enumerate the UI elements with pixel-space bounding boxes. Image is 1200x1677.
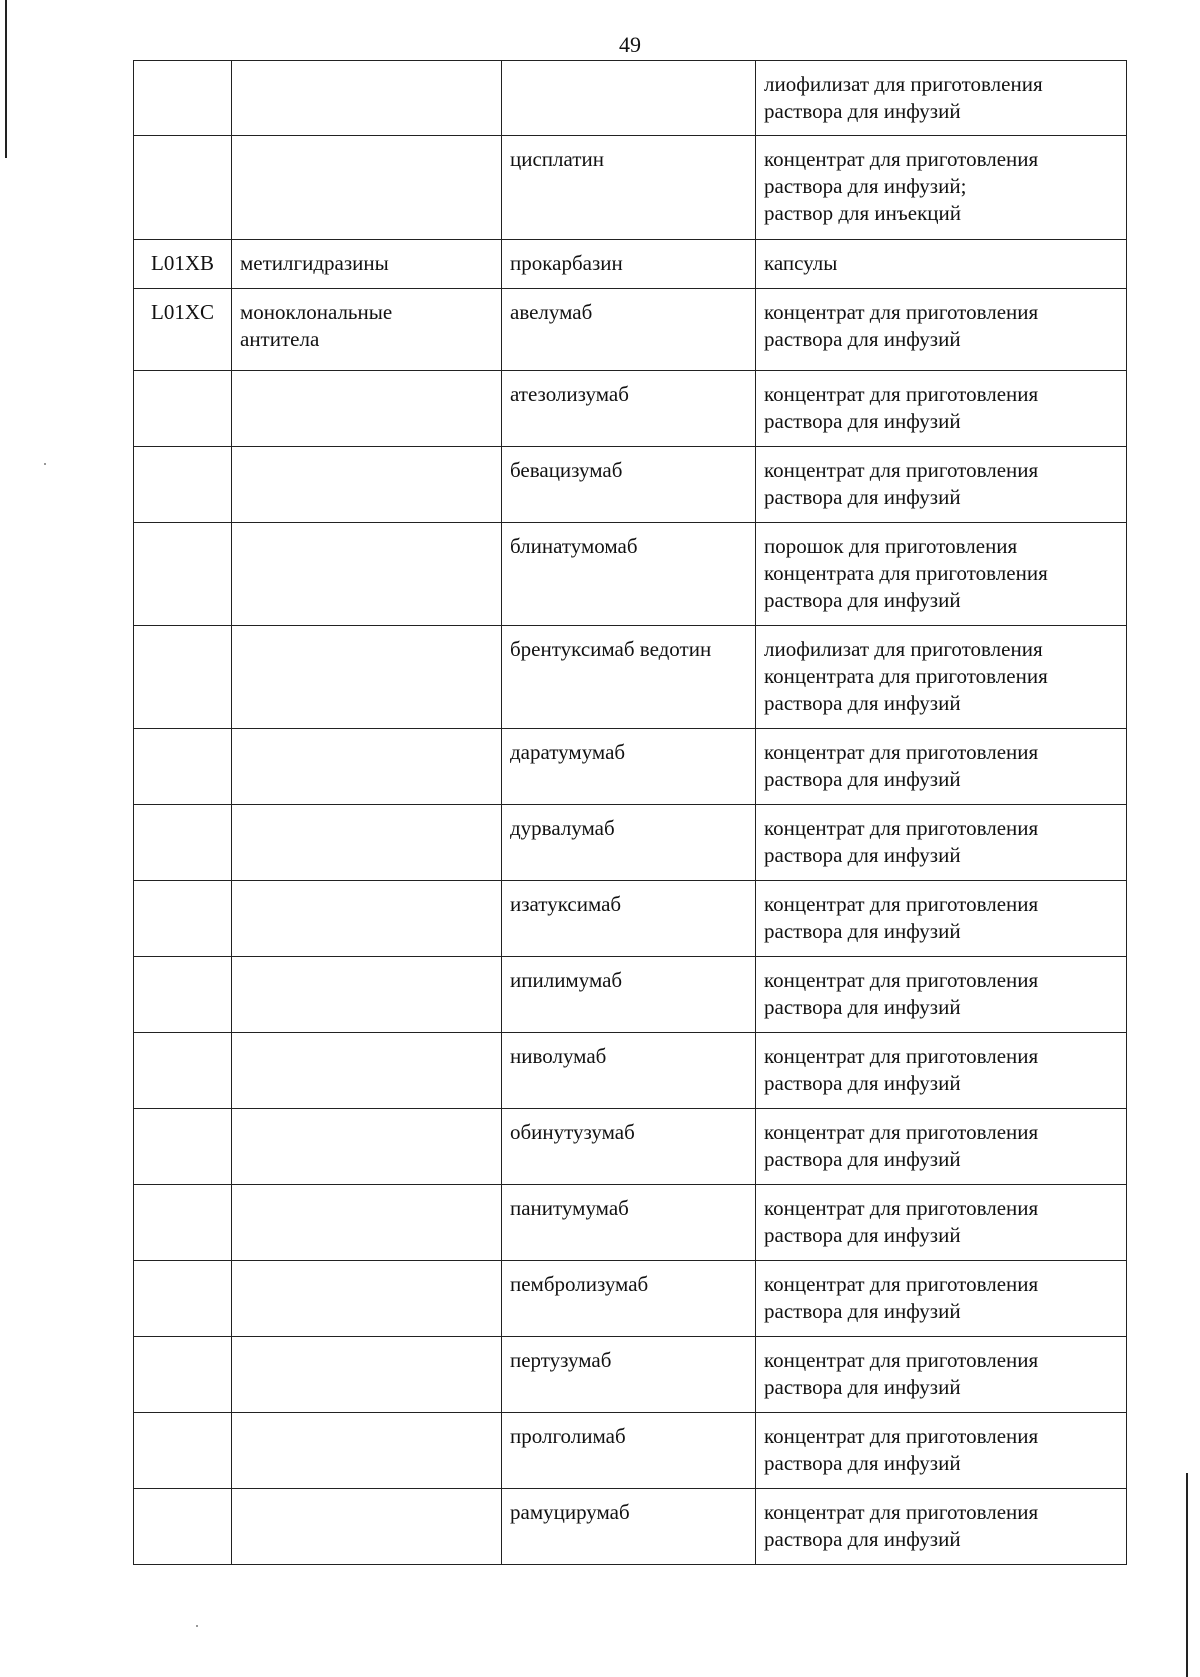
group-cell bbox=[232, 136, 502, 240]
group-line: моноклональные bbox=[240, 300, 393, 324]
table-row bbox=[134, 136, 1127, 240]
atc-code-cell bbox=[134, 371, 232, 447]
dosage-form-line: концентрат для приготовления bbox=[764, 1272, 1039, 1296]
dosage-form-line: капсулы bbox=[764, 251, 838, 275]
group-cell bbox=[232, 626, 502, 729]
group-cell bbox=[232, 1413, 502, 1489]
atc-code-cell bbox=[134, 626, 232, 729]
table-row bbox=[134, 1261, 1127, 1337]
dosage-form-line: концентрата для приготовления bbox=[764, 664, 1048, 688]
atc-code-cell bbox=[134, 1109, 232, 1185]
table-row bbox=[134, 957, 1127, 1033]
dosage-form-line: раствор для инъекций bbox=[764, 201, 961, 225]
dosage-form-line: концентрат для приготовления bbox=[764, 458, 1039, 482]
dosage-form-cell bbox=[756, 881, 1127, 957]
group-cell bbox=[232, 1185, 502, 1261]
atc-code-cell bbox=[134, 1413, 232, 1489]
dosage-form-line: концентрат для приготовления bbox=[764, 816, 1039, 840]
dosage-form-line: раствора для инфузий bbox=[764, 1375, 961, 1399]
dosage-form-line: раствора для инфузий bbox=[764, 99, 961, 123]
drug-name-cell: панитумумаб bbox=[502, 1185, 756, 1261]
atc-code-cell bbox=[134, 136, 232, 240]
drug-name-cell: ниволумаб bbox=[502, 1033, 756, 1109]
drug-name-cell: дурвалумаб bbox=[502, 805, 756, 881]
atc-code-cell bbox=[134, 523, 232, 626]
page-number: 49 bbox=[619, 32, 641, 57]
dosage-form-line: концентрат для приготовления bbox=[764, 892, 1039, 916]
scan-edge-line-right bbox=[1186, 1473, 1188, 1677]
atc-code-cell bbox=[134, 881, 232, 957]
dosage-form-line: концентрат для приготовления bbox=[764, 300, 1039, 324]
dosage-form-line: раствора для инфузий bbox=[764, 327, 961, 351]
table-row bbox=[134, 881, 1127, 957]
drug-name-cell: брентуксимаб ведотин bbox=[502, 626, 756, 729]
table-row bbox=[134, 61, 1127, 136]
dosage-form-line: концентрат для приготовления bbox=[764, 968, 1039, 992]
scan-speck bbox=[44, 463, 46, 465]
dosage-form-line: лиофилизат для приготовления bbox=[764, 637, 1043, 661]
dosage-form-cell bbox=[756, 1185, 1127, 1261]
table-row bbox=[134, 1033, 1127, 1109]
group-cell bbox=[232, 1109, 502, 1185]
group-line: метилгидразины bbox=[240, 251, 389, 275]
table-row bbox=[134, 1413, 1127, 1489]
group-cell bbox=[232, 289, 502, 371]
dosage-form-line: раствора для инфузий bbox=[764, 1223, 961, 1247]
atc-code-cell: L01XB bbox=[134, 240, 232, 289]
drug-name-cell: атезолизумаб bbox=[502, 371, 756, 447]
drug-name-cell: бевацизумаб bbox=[502, 447, 756, 523]
dosage-form-cell bbox=[756, 1109, 1127, 1185]
dosage-form-line: раствора для инфузий bbox=[764, 1299, 961, 1323]
dosage-form-line: концентрат для приготовления bbox=[764, 382, 1039, 406]
dosage-form-line: раствора для инфузий; bbox=[764, 174, 967, 198]
dosage-form-cell bbox=[756, 447, 1127, 523]
dosage-form-cell bbox=[756, 626, 1127, 729]
group-cell bbox=[232, 957, 502, 1033]
dosage-form-line: раствора для инфузий bbox=[764, 485, 961, 509]
drug-name-cell: пембролизумаб bbox=[502, 1261, 756, 1337]
dosage-form-line: концентрат для приготовления bbox=[764, 1348, 1039, 1372]
drug-name-cell: блинатумомаб bbox=[502, 523, 756, 626]
dosage-form-cell bbox=[756, 805, 1127, 881]
dosage-form-line: концентрат для приготовления bbox=[764, 1044, 1039, 1068]
drug-name-cell: изатуксимаб bbox=[502, 881, 756, 957]
table-row bbox=[134, 371, 1127, 447]
dosage-form-line: раствора для инфузий bbox=[764, 995, 961, 1019]
dosage-form-line: порошок для приготовления bbox=[764, 534, 1018, 558]
drug-name-cell: прокарбазин bbox=[502, 240, 756, 289]
dosage-form-line: лиофилизат для приготовления bbox=[764, 72, 1043, 96]
atc-code-cell bbox=[134, 957, 232, 1033]
dosage-form-line: раствора для инфузий bbox=[764, 409, 961, 433]
atc-code-cell bbox=[134, 1337, 232, 1413]
table-row bbox=[134, 805, 1127, 881]
dosage-form-cell bbox=[756, 240, 1127, 289]
table-row bbox=[134, 240, 1127, 289]
dosage-form-cell bbox=[756, 61, 1127, 136]
table-row bbox=[134, 729, 1127, 805]
dosage-form-cell bbox=[756, 1413, 1127, 1489]
dosage-form-line: раствора для инфузий bbox=[764, 588, 961, 612]
drug-table bbox=[133, 60, 1127, 1565]
table-row bbox=[134, 289, 1127, 371]
group-cell bbox=[232, 729, 502, 805]
atc-code-cell bbox=[134, 1185, 232, 1261]
table-row bbox=[134, 1109, 1127, 1185]
drug-name-cell bbox=[502, 61, 756, 136]
atc-code-cell bbox=[134, 1489, 232, 1565]
drug-name-cell: пертузумаб bbox=[502, 1337, 756, 1413]
drug-name-cell: пролголимаб bbox=[502, 1413, 756, 1489]
table-row bbox=[134, 626, 1127, 729]
scan-speck bbox=[196, 1625, 198, 1627]
dosage-form-line: раствора для инфузий bbox=[764, 1451, 961, 1475]
group-cell bbox=[232, 805, 502, 881]
drug-name-cell: рамуцирумаб bbox=[502, 1489, 756, 1565]
group-cell bbox=[232, 371, 502, 447]
dosage-form-cell bbox=[756, 523, 1127, 626]
atc-code-cell bbox=[134, 805, 232, 881]
group-cell bbox=[232, 447, 502, 523]
dosage-form-line: раствора для инфузий bbox=[764, 919, 961, 943]
atc-code-cell: L01XC bbox=[134, 289, 232, 371]
dosage-form-cell bbox=[756, 289, 1127, 371]
table-body bbox=[134, 61, 1127, 1565]
table-row bbox=[134, 1489, 1127, 1565]
scan-edge-line-left bbox=[5, 0, 7, 158]
dosage-form-cell bbox=[756, 1489, 1127, 1565]
dosage-form-cell bbox=[756, 957, 1127, 1033]
table-row bbox=[134, 1337, 1127, 1413]
atc-code-cell bbox=[134, 1261, 232, 1337]
dosage-form-line: концентрат для приготовления bbox=[764, 1196, 1039, 1220]
dosage-form-line: концентрат для приготовления bbox=[764, 1120, 1039, 1144]
dosage-form-line: концентрат для приготовления bbox=[764, 147, 1039, 171]
dosage-form-line: концентрата для приготовления bbox=[764, 561, 1048, 585]
drug-name-cell: авелумаб bbox=[502, 289, 756, 371]
drug-name-cell: даратумумаб bbox=[502, 729, 756, 805]
dosage-form-line: концентрат для приготовления bbox=[764, 1424, 1039, 1448]
dosage-form-line: раствора для инфузий bbox=[764, 1147, 961, 1171]
dosage-form-cell bbox=[756, 371, 1127, 447]
group-cell bbox=[232, 1489, 502, 1565]
group-cell bbox=[232, 523, 502, 626]
dosage-form-cell bbox=[756, 136, 1127, 240]
dosage-form-cell bbox=[756, 1033, 1127, 1109]
group-line: антитела bbox=[240, 327, 320, 351]
atc-code-cell bbox=[134, 447, 232, 523]
group-cell bbox=[232, 1337, 502, 1413]
atc-code-cell bbox=[134, 61, 232, 136]
dosage-form-cell bbox=[756, 1337, 1127, 1413]
table-row bbox=[134, 1185, 1127, 1261]
dosage-form-line: раствора для инфузий bbox=[764, 767, 961, 791]
drug-name-cell: цисплатин bbox=[502, 136, 756, 240]
dosage-form-cell bbox=[756, 1261, 1127, 1337]
atc-code-cell bbox=[134, 729, 232, 805]
group-cell bbox=[232, 1261, 502, 1337]
drug-name-cell: обинутузумаб bbox=[502, 1109, 756, 1185]
table-row bbox=[134, 523, 1127, 626]
group-cell bbox=[232, 1033, 502, 1109]
dosage-form-line: раствора для инфузий bbox=[764, 1527, 961, 1551]
dosage-form-line: концентрат для приготовления bbox=[764, 740, 1039, 764]
table-row bbox=[134, 447, 1127, 523]
dosage-form-cell bbox=[756, 729, 1127, 805]
dosage-form-line: раствора для инфузий bbox=[764, 843, 961, 867]
group-cell bbox=[232, 240, 502, 289]
atc-code-cell bbox=[134, 1033, 232, 1109]
drug-name-cell: ипилимумаб bbox=[502, 957, 756, 1033]
group-cell bbox=[232, 61, 502, 136]
group-cell bbox=[232, 881, 502, 957]
dosage-form-line: раствора для инфузий bbox=[764, 1071, 961, 1095]
dosage-form-line: концентрат для приготовления bbox=[764, 1500, 1039, 1524]
dosage-form-line: раствора для инфузий bbox=[764, 691, 961, 715]
